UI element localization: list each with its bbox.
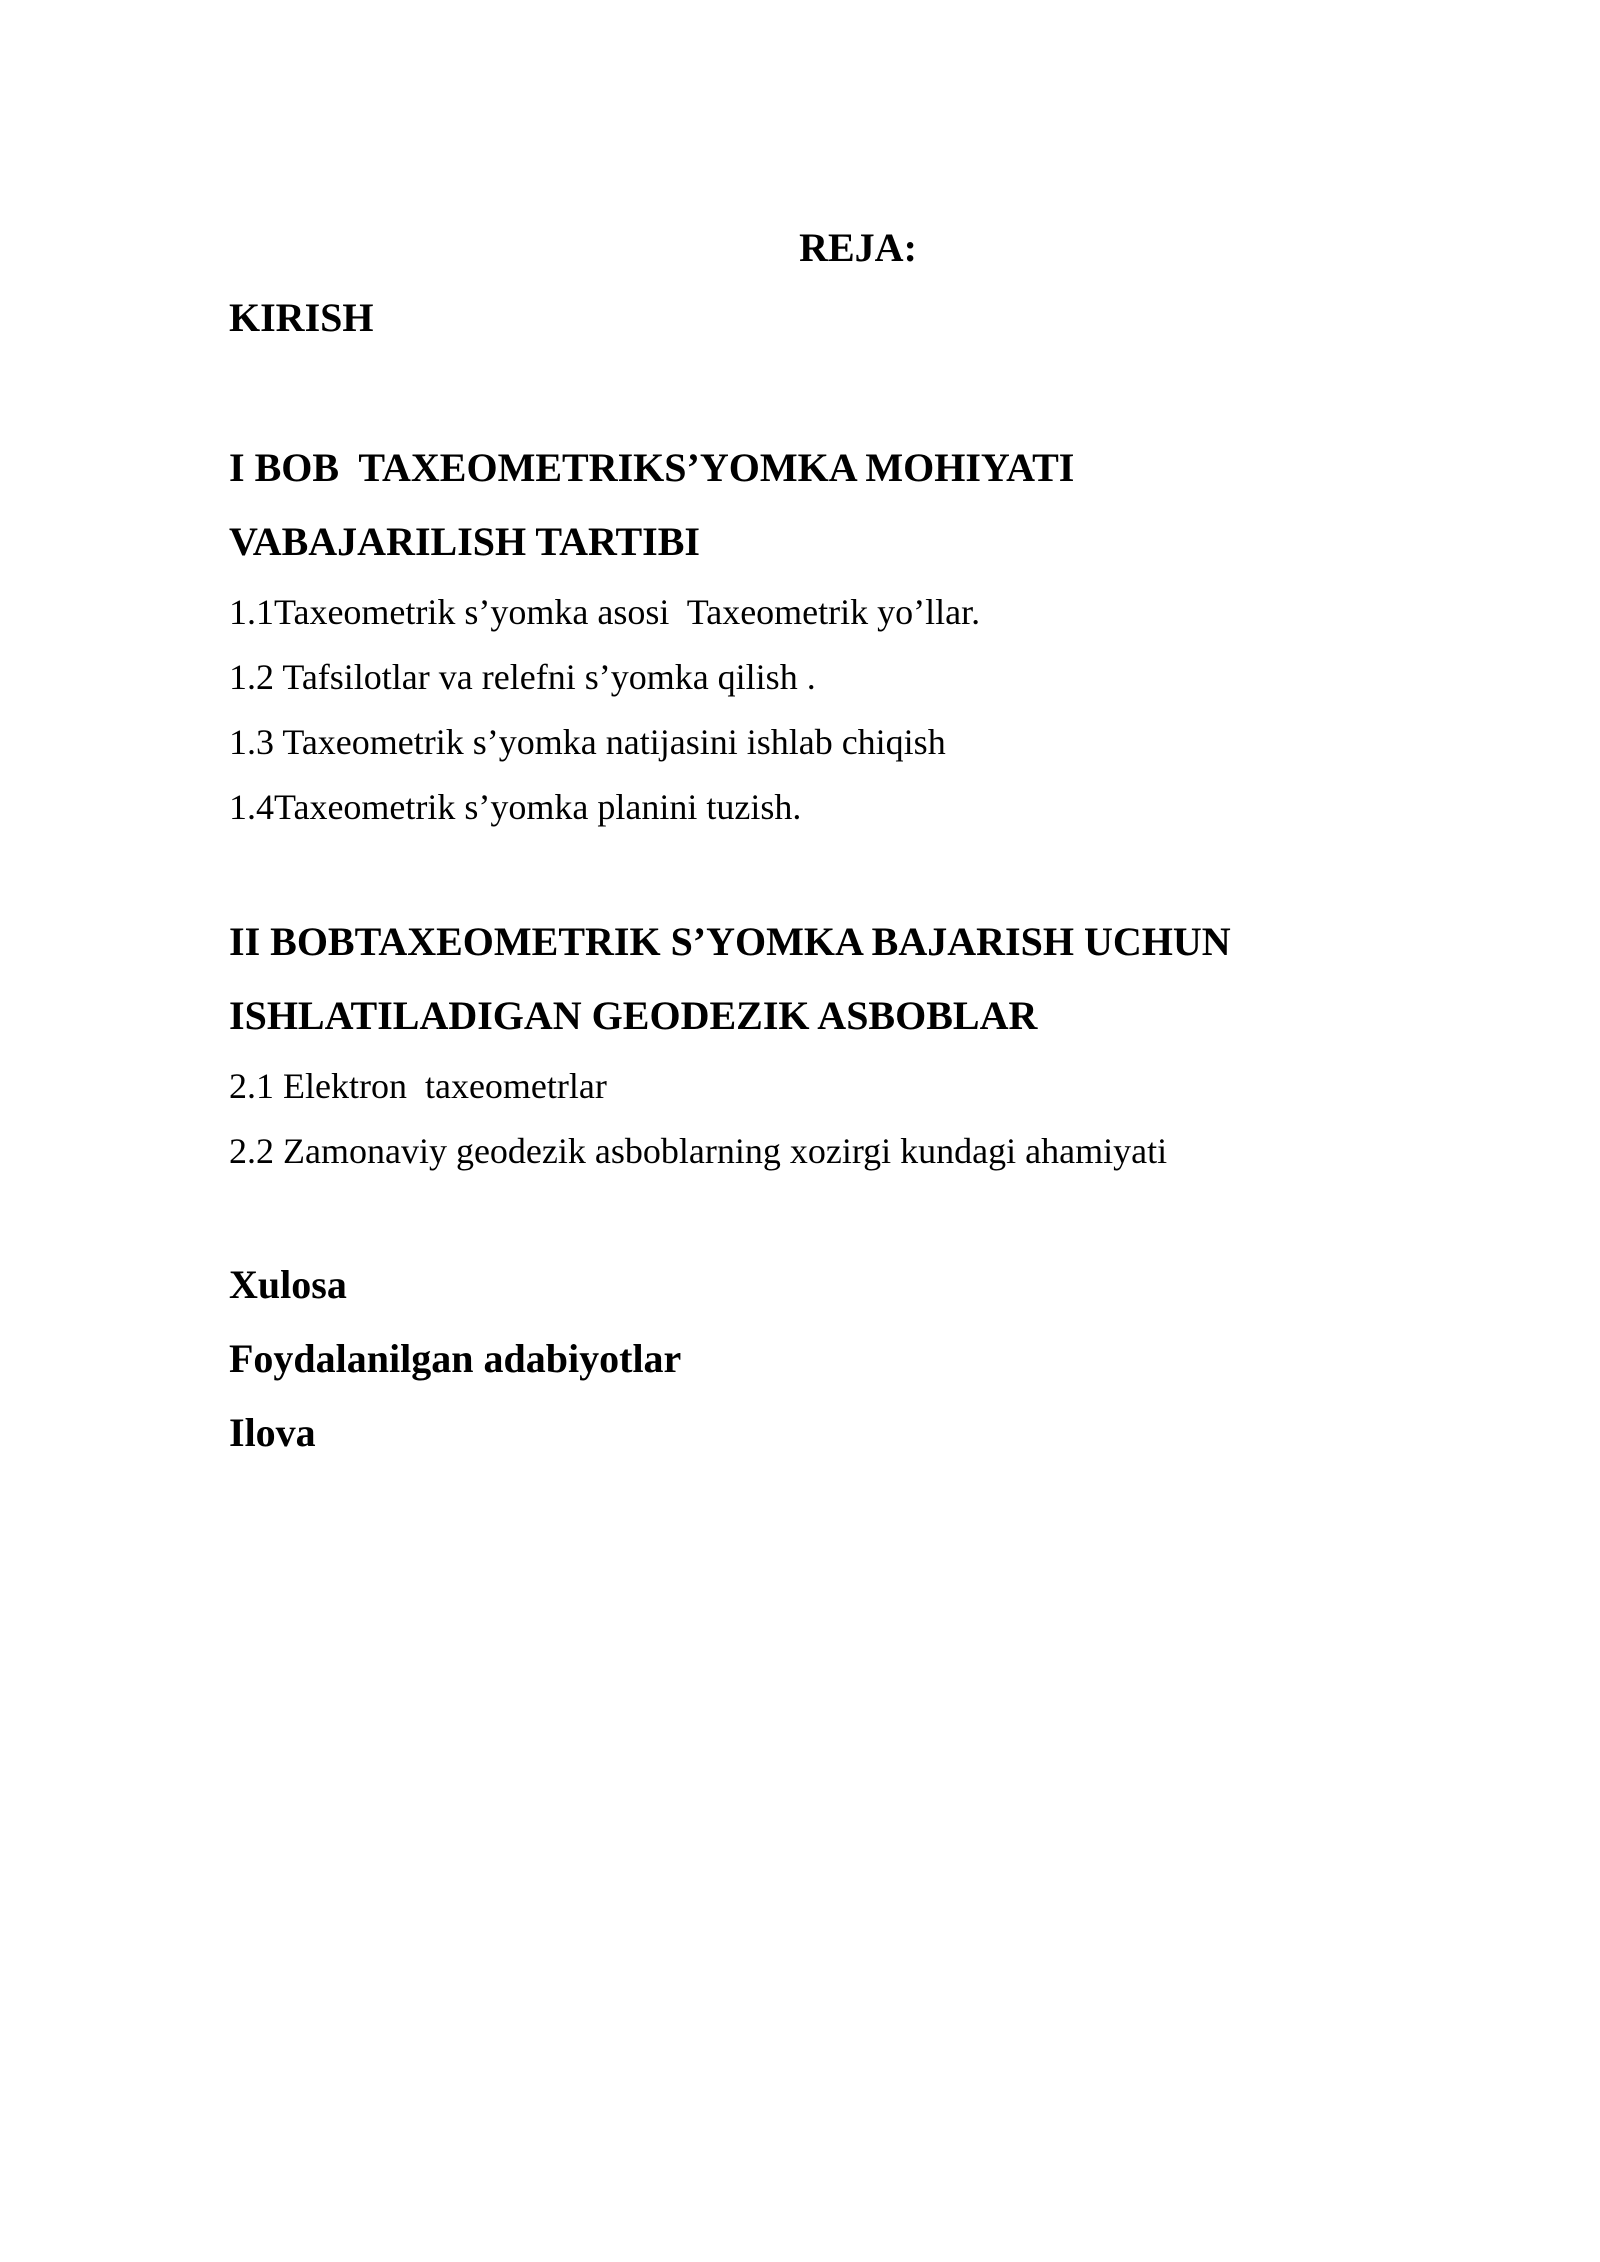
chapter1-item-1: 1.1Taxeometrik s’yomka asosi Taxeometrik yo’llar. — [229, 592, 981, 632]
chapter2-item-1: 2.1 Elektron taxeometrlar — [229, 1066, 607, 1106]
chapter1-heading-line2: VABAJARILISH TARTIBI — [229, 519, 700, 564]
chapter1-heading-line1: I BOB TAXEOMETRIKS’YOMKA MOHIYATI — [229, 445, 1075, 490]
references-heading: Foydalanilgan adabiyotlar — [229, 1336, 682, 1381]
chapter1-item-2: 1.2 Tafsilotlar va relefni s’yomka qilish . — [229, 657, 816, 697]
appendix-heading: Ilova — [229, 1410, 316, 1455]
intro-heading: KIRISH — [229, 295, 374, 340]
chapter1-item-4: 1.4Taxeometrik s’yomka planini tuzish. — [229, 787, 802, 827]
conclusion-heading: Xulosa — [229, 1262, 347, 1307]
chapter2-heading-line2: ISHLATILADIGAN GEODEZIK ASBOBLAR — [229, 993, 1038, 1038]
page-title: REJA: — [799, 225, 917, 270]
chapter2-item-2: 2.2 Zamonaviy geodezik asboblarning xozirgi kundagi ahamiyati — [229, 1131, 1168, 1171]
chapter1-item-3: 1.3 Taxeometrik s’yomka natijasini ishlab chiqish — [229, 722, 946, 762]
chapter2-heading-line1: II BOBTAXEOMETRIK S’YOMKA BAJARISH UCHUN — [229, 919, 1231, 964]
